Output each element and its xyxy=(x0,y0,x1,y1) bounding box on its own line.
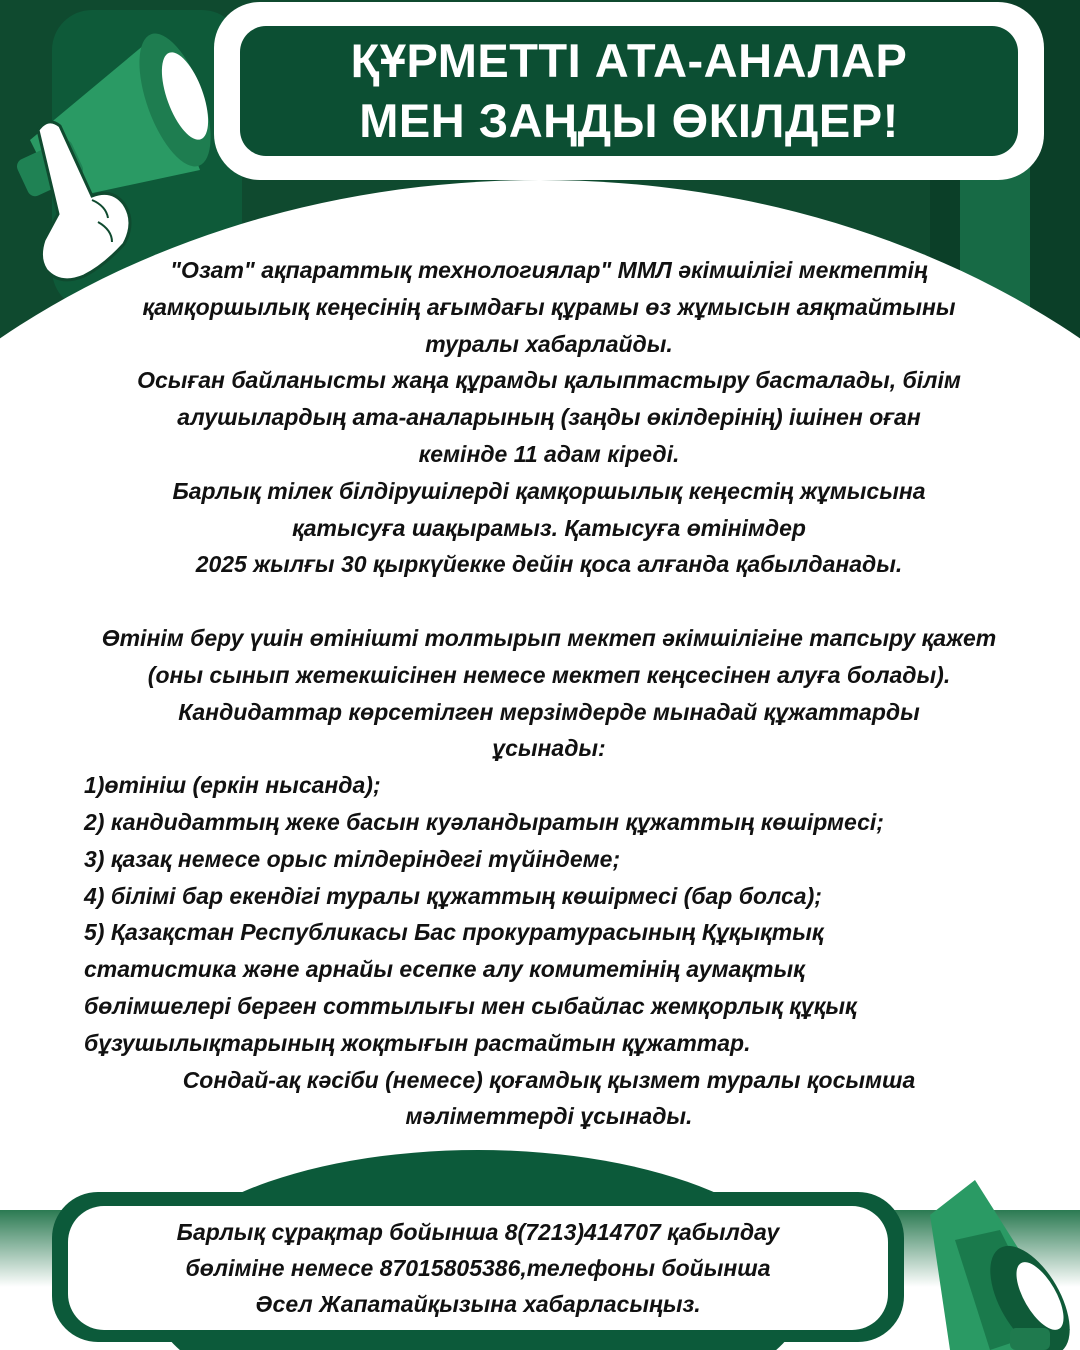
list-item: статистика және арнайы есепке алу комитетінің аумақтық xyxy=(84,956,805,983)
body-line: Осыған байланысты жаңа құрамды қалыптастыру басталады, білім xyxy=(137,367,961,394)
contact-box xyxy=(68,1206,888,1330)
body-line: Барлық тілек білдірушілерді қамқоршылық кеңестің жұмысына xyxy=(172,477,926,504)
body-line: кемінде 11 адам кіреді. xyxy=(418,440,680,467)
list-item: бұзушылықтарының жоқтығын растайтын құжаттар. xyxy=(84,1029,751,1056)
body-line: ұсынады: xyxy=(492,735,606,762)
body-line: алушылардың ата-аналарының (заңды өкілдерінің) ішінен оған xyxy=(177,404,921,431)
title-line-2: МЕН ЗАҢДЫ ӨКІЛДЕР! xyxy=(359,94,899,147)
list-item: 2) кандидаттың жеке басын куәландыратын құжаттың көшірмесі; xyxy=(84,808,884,835)
contact-line-1: Барлық сұрақтар бойынша 8(7213)414707 қабылдау xyxy=(176,1219,780,1245)
body-line: (оны сынып жетекшісінен немесе мектеп кеңсесінен алуға болады). xyxy=(147,661,951,688)
body-line: Сондай-ақ кәсіби (немесе) қоғамдық қызмет туралы қосымша xyxy=(182,1066,916,1093)
contact-line-2: бөліміне немесе 87015805386,телефоны бойынша xyxy=(185,1255,771,1281)
contact-line-3: Әсел Жапатайқызына хабарласыңыз. xyxy=(255,1291,701,1317)
body-line: қамқоршылық кеңесінің ағымдағы құрамы өз жұмысын аяқтайтыны xyxy=(142,293,956,320)
body-line: 2025 жылғы 30 қыркүйекке дейін қоса алғанда қабылданады. xyxy=(195,551,903,578)
body-line: Өтінім беру үшін өтінішті толтырып мектеп әкімшілігіне тапсыру қажет xyxy=(101,624,997,651)
body-line: Кандидаттар көрсетілген мерзімдерде мынадай құжаттарды xyxy=(178,698,920,725)
body-line: қатысуға шақырамыз. Қатысуға өтінімдер xyxy=(292,514,806,541)
body-line: туралы хабарлайды. xyxy=(425,330,673,357)
list-item: 4) білімі бар екендігі туралы құжаттың көшірмесі (бар болса); xyxy=(84,882,822,909)
list-item: 3) қазақ немесе орыс тілдеріндегі түйіндеме; xyxy=(84,845,621,872)
body-line: мәліметтерді ұсынады. xyxy=(405,1103,693,1130)
title-box xyxy=(240,26,1018,156)
list-item: 1)өтініш (еркін нысанда); xyxy=(84,772,381,799)
list-item: 5) Қазақстан Республикасы Бас прокуратурасының Құқықтық xyxy=(84,919,824,946)
title-line-1: ҚҰРМЕТТІ АТА-АНАЛАР xyxy=(350,34,908,87)
list-item: бөлімшелері берген соттылығы мен сыбайлас жемқорлық құқық xyxy=(84,992,857,1019)
paragraph-gap xyxy=(84,583,1014,620)
announcement-body xyxy=(84,252,1014,1135)
body-line: "Озат" ақпараттық технологиялар" ММЛ әкімшілігі мектептің xyxy=(170,257,928,283)
